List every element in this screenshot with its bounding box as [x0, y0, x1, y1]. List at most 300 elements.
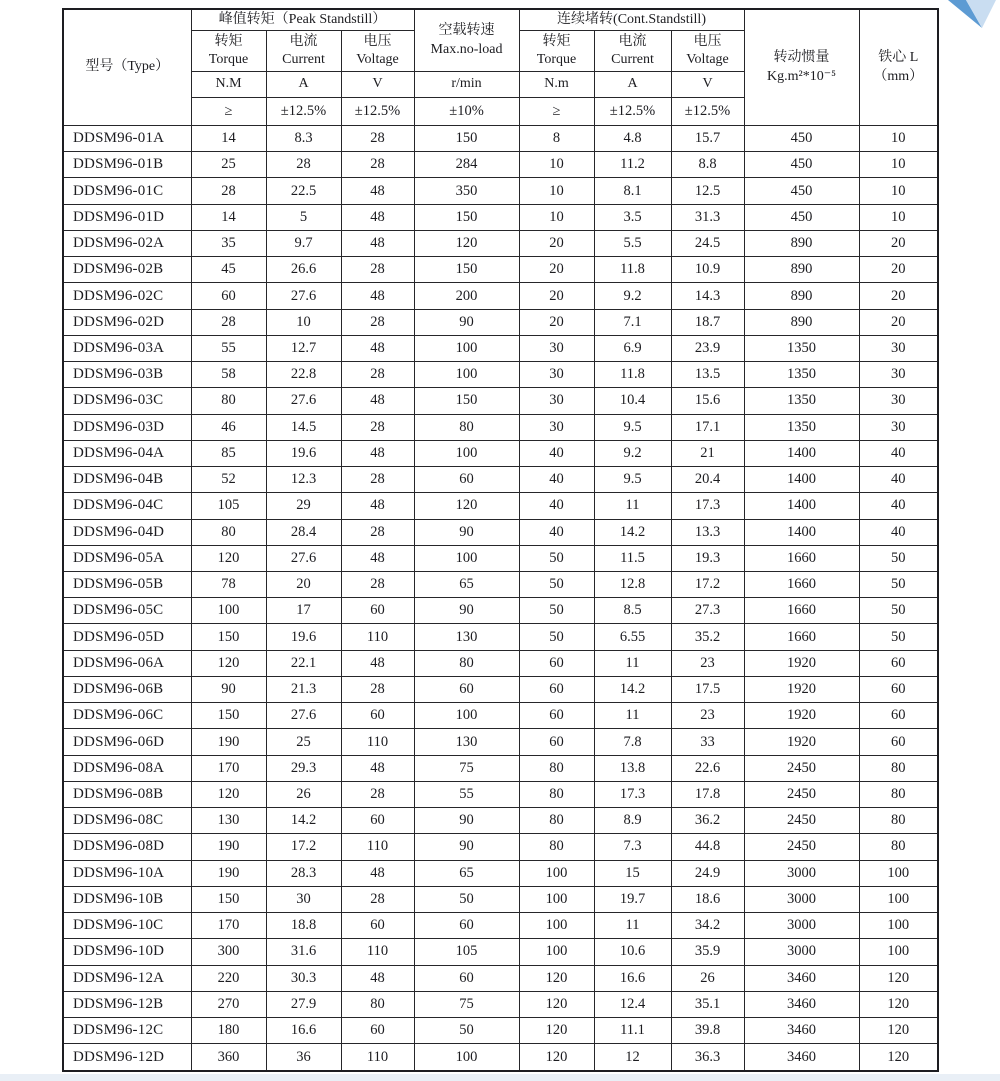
tol-cont-current: ±12.5%: [594, 98, 671, 126]
value-cell: 55: [191, 335, 266, 361]
value-cell: 9.2: [594, 283, 671, 309]
value-cell: 105: [191, 493, 266, 519]
spec-table: [62, 8, 939, 1072]
table-row: [63, 178, 938, 204]
value-cell: 150: [414, 257, 519, 283]
value-cell: 18.8: [266, 913, 341, 939]
value-cell: 60: [341, 1017, 414, 1043]
value-cell: 12.7: [266, 335, 341, 361]
value-cell: 58: [191, 362, 266, 388]
value-cell: 48: [341, 283, 414, 309]
value-cell: 23.9: [671, 335, 744, 361]
label-en: Current: [611, 52, 654, 67]
table-row: [63, 152, 938, 178]
value-cell: 1660: [744, 571, 859, 597]
value-cell: 90: [414, 309, 519, 335]
value-cell: 48: [341, 755, 414, 781]
header-noload: [414, 9, 519, 72]
table-row: [63, 939, 938, 965]
model-cell: DDSM96-12A: [63, 965, 191, 991]
unit-cont-voltage: V: [671, 72, 744, 98]
value-cell: 1920: [744, 676, 859, 702]
value-cell: 23: [671, 650, 744, 676]
model-cell: DDSM96-08C: [63, 808, 191, 834]
value-cell: 28: [266, 152, 341, 178]
value-cell: 10: [859, 204, 938, 230]
value-cell: 20: [859, 257, 938, 283]
value-cell: 27.6: [266, 545, 341, 571]
table-row: [63, 886, 938, 912]
value-cell: 15.6: [671, 388, 744, 414]
value-cell: 9.7: [266, 230, 341, 256]
value-cell: 17.5: [671, 676, 744, 702]
value-cell: 120: [519, 965, 594, 991]
value-cell: 80: [519, 781, 594, 807]
header-peak-voltage: [341, 31, 414, 72]
value-cell: 60: [414, 913, 519, 939]
value-cell: 10: [519, 204, 594, 230]
value-cell: 14.2: [266, 808, 341, 834]
value-cell: 120: [519, 991, 594, 1017]
value-cell: 46: [191, 414, 266, 440]
value-cell: 100: [414, 1044, 519, 1071]
model-cell: DDSM96-06C: [63, 703, 191, 729]
value-cell: 48: [341, 965, 414, 991]
value-cell: 80: [859, 808, 938, 834]
label-cn: 电压: [363, 33, 392, 49]
value-cell: 27.6: [266, 703, 341, 729]
unit-cont-current: A: [594, 72, 671, 98]
value-cell: 10: [859, 152, 938, 178]
label-en: Torque: [208, 52, 249, 67]
value-cell: 75: [414, 755, 519, 781]
value-cell: 8.3: [266, 126, 341, 152]
value-cell: 60: [519, 676, 594, 702]
value-cell: 26: [266, 781, 341, 807]
value-cell: 28: [341, 362, 414, 388]
table-row: [63, 808, 938, 834]
model-cell: DDSM96-02B: [63, 257, 191, 283]
value-cell: 17: [266, 598, 341, 624]
value-cell: 90: [414, 598, 519, 624]
value-cell: 28.3: [266, 860, 341, 886]
value-cell: 130: [414, 729, 519, 755]
value-cell: 28: [191, 178, 266, 204]
table-row: [63, 519, 938, 545]
value-cell: 8.5: [594, 598, 671, 624]
header-core-unit: （mm）: [873, 68, 924, 84]
header-core-cn: 铁心 L: [878, 50, 919, 66]
value-cell: 17.3: [671, 493, 744, 519]
model-cell: DDSM96-05C: [63, 598, 191, 624]
value-cell: 33: [671, 729, 744, 755]
value-cell: 3000: [744, 860, 859, 886]
table-row: [63, 257, 938, 283]
value-cell: 40: [859, 467, 938, 493]
value-cell: 1660: [744, 545, 859, 571]
value-cell: 11: [594, 703, 671, 729]
value-cell: 40: [519, 493, 594, 519]
model-cell: DDSM96-03B: [63, 362, 191, 388]
model-cell: DDSM96-08B: [63, 781, 191, 807]
value-cell: 25: [266, 729, 341, 755]
value-cell: 150: [414, 126, 519, 152]
value-cell: 300: [191, 939, 266, 965]
header-cont-current: [594, 31, 671, 72]
table-header: [63, 9, 938, 126]
value-cell: 1660: [744, 598, 859, 624]
value-cell: 10: [859, 178, 938, 204]
model-cell: DDSM96-05A: [63, 545, 191, 571]
value-cell: 11: [594, 650, 671, 676]
value-cell: 120: [859, 1017, 938, 1043]
value-cell: 30: [519, 414, 594, 440]
value-cell: 85: [191, 440, 266, 466]
value-cell: 50: [519, 571, 594, 597]
value-cell: 360: [191, 1044, 266, 1071]
header-peak-group: 峰值转矩（Peak Standstill）: [191, 9, 414, 31]
value-cell: 11.1: [594, 1017, 671, 1043]
value-cell: 10.4: [594, 388, 671, 414]
value-cell: 100: [859, 913, 938, 939]
table-row: [63, 729, 938, 755]
value-cell: 200: [414, 283, 519, 309]
value-cell: 120: [519, 1044, 594, 1071]
value-cell: 19.3: [671, 545, 744, 571]
value-cell: 80: [191, 388, 266, 414]
value-cell: 110: [341, 834, 414, 860]
value-cell: 1400: [744, 467, 859, 493]
value-cell: 29: [266, 493, 341, 519]
value-cell: 50: [859, 598, 938, 624]
value-cell: 120: [519, 1017, 594, 1043]
table-row: [63, 703, 938, 729]
value-cell: 10: [519, 178, 594, 204]
value-cell: 18.6: [671, 886, 744, 912]
table-row: [63, 230, 938, 256]
value-cell: 50: [519, 545, 594, 571]
value-cell: 48: [341, 335, 414, 361]
value-cell: 15: [594, 860, 671, 886]
label-cn: 电压: [693, 33, 722, 49]
value-cell: 6.9: [594, 335, 671, 361]
value-cell: 150: [191, 703, 266, 729]
value-cell: 60: [519, 650, 594, 676]
value-cell: 80: [519, 834, 594, 860]
label-en: Torque: [536, 52, 577, 67]
value-cell: 20: [266, 571, 341, 597]
unit-cont-torque: N.m: [519, 72, 594, 98]
table-row: [63, 650, 938, 676]
value-cell: 17.2: [266, 834, 341, 860]
table-row: [63, 414, 938, 440]
value-cell: 350: [414, 178, 519, 204]
value-cell: 20.4: [671, 467, 744, 493]
table-row: [63, 335, 938, 361]
value-cell: 120: [859, 1044, 938, 1071]
value-cell: 80: [191, 519, 266, 545]
value-cell: 13.3: [671, 519, 744, 545]
value-cell: 10: [519, 152, 594, 178]
table-row: [63, 545, 938, 571]
value-cell: 30: [859, 388, 938, 414]
table-row: [63, 598, 938, 624]
value-cell: 29.3: [266, 755, 341, 781]
value-cell: 48: [341, 230, 414, 256]
value-cell: 30: [519, 335, 594, 361]
value-cell: 28: [341, 676, 414, 702]
value-cell: 270: [191, 991, 266, 1017]
value-cell: 50: [859, 545, 938, 571]
value-cell: 28: [341, 257, 414, 283]
value-cell: 60: [859, 703, 938, 729]
value-cell: 100: [519, 860, 594, 886]
model-cell: DDSM96-06D: [63, 729, 191, 755]
value-cell: 36.2: [671, 808, 744, 834]
value-cell: 2450: [744, 755, 859, 781]
value-cell: 190: [191, 860, 266, 886]
model-cell: DDSM96-10D: [63, 939, 191, 965]
value-cell: 100: [414, 335, 519, 361]
value-cell: 1920: [744, 703, 859, 729]
value-cell: 27.6: [266, 283, 341, 309]
value-cell: 100: [414, 362, 519, 388]
value-cell: 75: [414, 991, 519, 1017]
tol-peak-voltage: ±12.5%: [341, 98, 414, 126]
value-cell: 1400: [744, 493, 859, 519]
value-cell: 60: [341, 598, 414, 624]
model-cell: DDSM96-03D: [63, 414, 191, 440]
value-cell: 1350: [744, 335, 859, 361]
value-cell: 28: [341, 519, 414, 545]
value-cell: 170: [191, 913, 266, 939]
value-cell: 14: [191, 126, 266, 152]
value-cell: 21: [671, 440, 744, 466]
value-cell: 110: [341, 624, 414, 650]
value-cell: 220: [191, 965, 266, 991]
model-cell: DDSM96-01B: [63, 152, 191, 178]
value-cell: 28: [341, 126, 414, 152]
value-cell: 31.6: [266, 939, 341, 965]
value-cell: 45: [191, 257, 266, 283]
table-row: [63, 834, 938, 860]
value-cell: 60: [191, 283, 266, 309]
value-cell: 27.6: [266, 388, 341, 414]
value-cell: 28: [191, 309, 266, 335]
value-cell: 130: [414, 624, 519, 650]
value-cell: 40: [519, 519, 594, 545]
value-cell: 20: [519, 309, 594, 335]
value-cell: 5: [266, 204, 341, 230]
value-cell: 110: [341, 729, 414, 755]
unit-peak-voltage: V: [341, 72, 414, 98]
value-cell: 60: [859, 650, 938, 676]
value-cell: 12: [594, 1044, 671, 1071]
model-cell: DDSM96-10B: [63, 886, 191, 912]
value-cell: 60: [859, 676, 938, 702]
tol-cont-torque: ≥: [519, 98, 594, 126]
value-cell: 17.8: [671, 781, 744, 807]
value-cell: 11.8: [594, 257, 671, 283]
value-cell: 24.5: [671, 230, 744, 256]
value-cell: 20: [859, 309, 938, 335]
value-cell: 1660: [744, 624, 859, 650]
value-cell: 11: [594, 493, 671, 519]
value-cell: 190: [191, 729, 266, 755]
value-cell: 4.8: [594, 126, 671, 152]
value-cell: 3460: [744, 991, 859, 1017]
value-cell: 120: [859, 991, 938, 1017]
model-cell: DDSM96-10C: [63, 913, 191, 939]
value-cell: 10: [266, 309, 341, 335]
value-cell: 60: [519, 729, 594, 755]
value-cell: 34.2: [671, 913, 744, 939]
value-cell: 40: [859, 440, 938, 466]
value-cell: 7.3: [594, 834, 671, 860]
value-cell: 78: [191, 571, 266, 597]
value-cell: 100: [191, 598, 266, 624]
label-cn: 电流: [618, 33, 647, 49]
value-cell: 60: [341, 808, 414, 834]
table-row: [63, 571, 938, 597]
value-cell: 150: [191, 624, 266, 650]
value-cell: 9.2: [594, 440, 671, 466]
table-row: [63, 362, 938, 388]
value-cell: 80: [859, 834, 938, 860]
value-cell: 14.2: [594, 519, 671, 545]
value-cell: 1350: [744, 388, 859, 414]
model-cell: DDSM96-03A: [63, 335, 191, 361]
value-cell: 50: [519, 598, 594, 624]
value-cell: 65: [414, 860, 519, 886]
model-cell: DDSM96-04D: [63, 519, 191, 545]
value-cell: 13.8: [594, 755, 671, 781]
value-cell: 30: [266, 886, 341, 912]
value-cell: 8.8: [671, 152, 744, 178]
value-cell: 16.6: [266, 1017, 341, 1043]
header-inertia-unit: Kg.m²*10⁻⁵: [767, 68, 836, 84]
value-cell: 80: [414, 414, 519, 440]
value-cell: 17.2: [671, 571, 744, 597]
header-core: [859, 9, 938, 126]
value-cell: 23: [671, 703, 744, 729]
value-cell: 60: [414, 676, 519, 702]
value-cell: 890: [744, 283, 859, 309]
value-cell: 50: [859, 624, 938, 650]
model-cell: DDSM96-02A: [63, 230, 191, 256]
value-cell: 60: [341, 703, 414, 729]
value-cell: 284: [414, 152, 519, 178]
value-cell: 17.3: [594, 781, 671, 807]
value-cell: 100: [859, 886, 938, 912]
model-cell: DDSM96-08A: [63, 755, 191, 781]
label-cn: 转矩: [214, 33, 243, 49]
value-cell: 20: [859, 283, 938, 309]
value-cell: 120: [414, 230, 519, 256]
value-cell: 28: [341, 886, 414, 912]
value-cell: 1400: [744, 519, 859, 545]
value-cell: 120: [191, 545, 266, 571]
value-cell: 190: [191, 834, 266, 860]
value-cell: 9.5: [594, 414, 671, 440]
table-row: [63, 913, 938, 939]
value-cell: 27.3: [671, 598, 744, 624]
value-cell: 18.7: [671, 309, 744, 335]
label-en: Current: [282, 52, 325, 67]
value-cell: 890: [744, 309, 859, 335]
unit-noload: r/min: [414, 72, 519, 98]
model-cell: DDSM96-04B: [63, 467, 191, 493]
value-cell: 180: [191, 1017, 266, 1043]
value-cell: 8: [519, 126, 594, 152]
table-row: [63, 624, 938, 650]
value-cell: 35.9: [671, 939, 744, 965]
table-row: [63, 493, 938, 519]
value-cell: 48: [341, 388, 414, 414]
value-cell: 7.8: [594, 729, 671, 755]
value-cell: 28.4: [266, 519, 341, 545]
value-cell: 130: [191, 808, 266, 834]
value-cell: 30: [519, 362, 594, 388]
value-cell: 10.9: [671, 257, 744, 283]
value-cell: 150: [414, 388, 519, 414]
value-cell: 28: [341, 781, 414, 807]
value-cell: 28: [341, 309, 414, 335]
header-inertia-cn: 转动惯量: [773, 50, 830, 66]
header-cont-torque: [519, 31, 594, 72]
value-cell: 100: [519, 939, 594, 965]
value-cell: 14: [191, 204, 266, 230]
value-cell: 48: [341, 860, 414, 886]
value-cell: 12.3: [266, 467, 341, 493]
value-cell: 100: [519, 913, 594, 939]
value-cell: 60: [519, 703, 594, 729]
value-cell: 450: [744, 204, 859, 230]
header-group-row: [63, 9, 938, 31]
value-cell: 13.5: [671, 362, 744, 388]
value-cell: 890: [744, 230, 859, 256]
value-cell: 52: [191, 467, 266, 493]
value-cell: 10.6: [594, 939, 671, 965]
table-body: [63, 126, 938, 1072]
value-cell: 17.1: [671, 414, 744, 440]
value-cell: 50: [414, 1017, 519, 1043]
value-cell: 48: [341, 650, 414, 676]
value-cell: 120: [414, 493, 519, 519]
table-row: [63, 781, 938, 807]
value-cell: 890: [744, 257, 859, 283]
label-en: Voltage: [686, 52, 729, 67]
model-cell: DDSM96-05D: [63, 624, 191, 650]
model-cell: DDSM96-05B: [63, 571, 191, 597]
value-cell: 20: [519, 230, 594, 256]
tol-cont-voltage: ±12.5%: [671, 98, 744, 126]
value-cell: 1920: [744, 650, 859, 676]
value-cell: 8.1: [594, 178, 671, 204]
value-cell: 2450: [744, 834, 859, 860]
value-cell: 48: [341, 178, 414, 204]
value-cell: 450: [744, 152, 859, 178]
value-cell: 11.8: [594, 362, 671, 388]
value-cell: 2450: [744, 808, 859, 834]
value-cell: 20: [859, 230, 938, 256]
value-cell: 80: [859, 781, 938, 807]
value-cell: 35.2: [671, 624, 744, 650]
value-cell: 40: [519, 440, 594, 466]
table-row: [63, 440, 938, 466]
tol-peak-torque: ≥: [191, 98, 266, 126]
value-cell: 10: [859, 126, 938, 152]
